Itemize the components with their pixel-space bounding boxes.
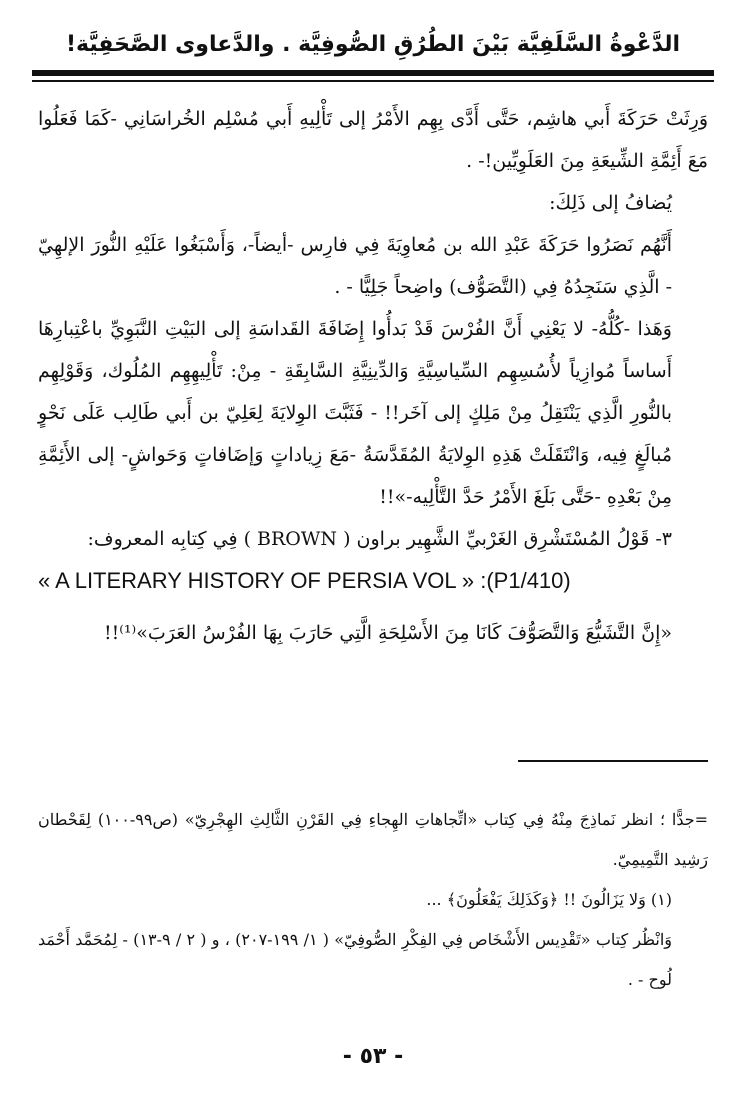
footnote-continuation: =جدًّا ؛ انظر نَماذِجَ مِنْهُ فِي كِتاب «اتِّجاهاتِ الهِجاءِ فِي القَرْنِ الثَّالِثِ الهِجْرِيّ» (ص٩٩-١٠٠) لِقَحْطان رَشِيد التَّمِيمِيّ. — [38, 810, 709, 869]
footnote-separator — [518, 760, 708, 762]
header-rule-thick — [32, 70, 714, 76]
quotation: «إِنَّ التَّشَيُّعَ وَالتَّصَوُّفَ كَانَا مِنَ الأَسْلِحَةِ الَّتِي حَارَبَ بِهَا الفُرْسُ العَرَبَ»⁽¹⁾!! — [103, 622, 672, 644]
paragraph-3: أَنَّهُم نَصَرُوا حَرَكَةَ عَبْدِ الله بن مُعاوِيَةَ فِي فارِس -أيضاً-، وَأَسْبَغُوا عَلَيْهِ النُّورَ الإلهِيّ - الَّذِي سَنَجِدُهُ فِي (التَّصَوُّف) واضِحاً جَلِيًّا - . — [38, 234, 672, 298]
paragraph-2: يُضافُ إلى ذَلِكَ: — [549, 192, 672, 214]
main-text — [38, 98, 708, 654]
footnote-1: (١) وَلا يَزَالُونَ !! ﴿وَكَذَلِكَ يَفْعَلُونَ﴾ ... — [426, 890, 672, 909]
header-rule-thin — [32, 80, 714, 82]
english-book-title: « A LITERARY HISTORY OF PERSIA VOL » :(P1/410) — [38, 568, 571, 593]
page-number: - ٥٣ - — [342, 1044, 404, 1069]
paragraph-1: وَرِثَتْ حَرَكَةَ أَبي هاشِم، حَتَّى أَدَّى بِهِم الأَمْرُ إلى تَأْلِيهِ أَبي مُسْلِم الخُراسَانِي -كَمَا فَعَلُوا مَعَ أَئِمَّةِ الشِّيعَةِ مِنَ العَلَوِيِّين!- . — [38, 108, 708, 172]
footnote-1-reference: وَانْظُر كِتاب «تَقْدِيس الأَشْخَاص فِي الفِكْرِ الصُّوفِيّ» ( ١/ ١٩٩-٢٠٧) ، و ( ٢ / ٩-١٣) - لِمُحَمَّد أَحْمَد لُوح - . — [38, 930, 673, 989]
footnotes — [38, 800, 708, 1000]
paragraph-5: ٣- قَوْلُ المُسْتَشْرِق الغَرْبيِّ الشَّهِير براون ( BROWN ) فِي كِتابِه المعروف: — [87, 528, 672, 550]
paragraph-4: وَهَذا -كُلُّهُ- لا يَعْنِي أَنَّ الفُرْسَ قَدْ بَدأُوا إِضَافَةَ القَداسَةِ إلى البَيْتِ النَّبَوِيِّ باعْتِبارِهَا أَساساً مُوازِياً لأُسُسِهِم السِّياسِيَّةِ وَالدِّينِيَّةِ السَّابِقَةِ - مِنْ: تَأْلِيهِهِم المُلُوك، وَقَوْلِهِم بالنُّورِ الَّذِي يَنْتَقِلُ مِنْ مَلِكٍ إلى آخَر!! - فَثَبَّتَ الوِلايَةَ لِعَلِيّ بن أَبي طَالِب عَلَى نَحْوٍ مُبالَغٍ فِيه، وَانْتَقَلَتْ هَذِهِ الوِلايَةُ المُقَدَّسَةُ -مَعَ زِياداتٍ وَإضَافاتٍ وَحَواشٍ- إلى الأَئِمَّةِ مِنْ بَعْدِهِ -حَتَّى بَلَغَ الأَمْرُ حَدَّ التَّأْلِيه-»!! — [38, 318, 672, 508]
running-header: الدَّعْوةُ السَّلَفِيَّة بَيْنَ الطُرُقِ الصُّوفِيَّة . والدَّعاوى الصَّحَفِيَّة! — [65, 32, 681, 57]
